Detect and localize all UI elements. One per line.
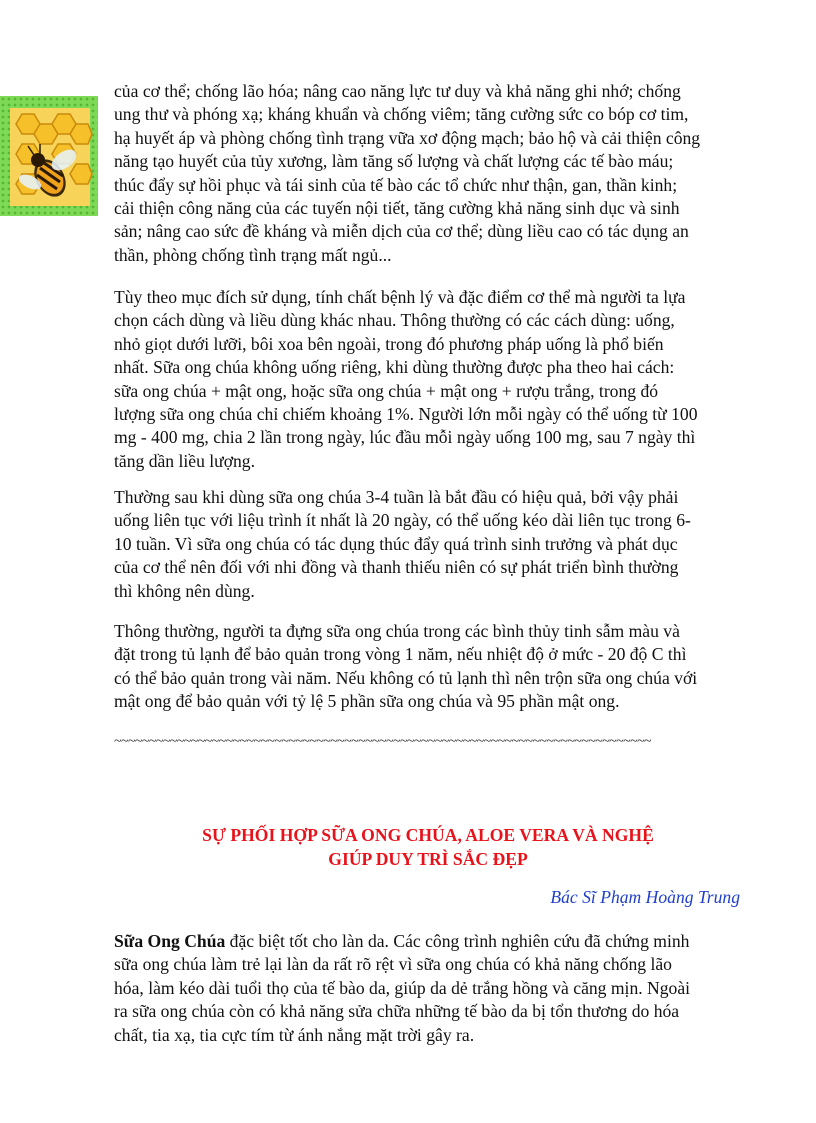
- text-line: sản; nâng cao sức đề kháng và miễn dịch của cơ thể; dùng liều cao có tác dụng an: [114, 221, 689, 242]
- text-line: nhỏ giọt dưới lưỡi, bôi xoa bên ngoài, trong đó phương pháp uống là phổ biến: [114, 333, 664, 354]
- text-line: Thông thường, người ta đựng sữa ong chúa trong các bình thủy tinh sẫm màu và: [114, 621, 680, 641]
- text-line: của cơ thể nên đối với nhi đồng và thanh thiếu niên có sự phát triển bình thường: [114, 557, 679, 578]
- text-line: cải thiện công năng của các tuyến nội tiết, tăng cường khả năng sinh dục và sinh: [114, 198, 680, 219]
- text-line: chọn cách dùng và liều dùng khác nhau. Thông thường có các cách dùng: uống,: [114, 310, 675, 331]
- text-line: 10 tuần. Vì sữa ong chúa có tác dụng thúc đẩy quá trình sinh trưởng và phát dục: [114, 533, 678, 554]
- text-line: năng tạo huyết của tủy xương, làm tăng số lượng và chất lượng các tế bào máu;: [114, 151, 674, 172]
- tilde-divider: ~~~~~~~~~~~~~~~~~~~~~~~~~~~~~~~~~~~~~~~~~~~~~~~~~~~~~~~~~~~~~~~~~~~~~~~~~~~~~: [114, 734, 652, 749]
- text-line: hạ huyết áp và phòng chống tình trạng vữa xơ động mạch; bảo hộ và cải thiện công: [114, 127, 701, 148]
- text-line: mg - 400 mg, chia 2 lần trong ngày, lúc đầu mỗi ngày uống 100 mg, sau 7 ngày thì: [114, 427, 696, 448]
- paragraph-skin-benefits: [114, 930, 742, 1047]
- text-line: đặt trong tủ lạnh để bảo quản trong vòng 1 năm, nếu nhiệt độ ở mức - 20 độ C thì: [114, 644, 687, 665]
- text-line: Thường sau khi dùng sữa ong chúa 3-4 tuần là bắt đầu có hiệu quả, bởi vậy phải: [114, 487, 679, 507]
- text-line: sữa ong chúa + mật ong, hoặc sữa ong chúa + mật ong + rượu trắng, trong đó: [114, 380, 659, 401]
- paragraph-storage: [114, 620, 742, 714]
- text-line: ung thư và phóng xạ; kháng khuẩn và chống viêm; tăng cường sức co bóp cơ tim,: [114, 104, 689, 125]
- section-title-line-1: SỰ PHỐI HỢP SỮA ONG CHÚA, ALOE VERA VÀ NGHỆ: [202, 825, 654, 845]
- paragraph-usage: [114, 286, 742, 473]
- honeycomb-bee-icon: [0, 96, 98, 216]
- paragraph-duration: [114, 486, 742, 603]
- paragraph-benefits: [114, 80, 742, 267]
- text-line: hóa, làm kéo dài tuổi thọ của tế bào da, giúp da dẻ trắng hồng và căng mịn. Ngoài: [114, 977, 691, 998]
- text-line: tăng dần liều lượng.: [114, 450, 255, 471]
- author-byline: Bác Sĩ Phạm Hoàng Trung: [550, 887, 740, 907]
- text-line: của cơ thể; chống lão hóa; nâng cao năng lực tư duy và khả năng ghi nhớ; chống: [114, 81, 681, 101]
- text-line: uống liên tục với liệu trình ít nhất là 20 ngày, có thể uống kéo dài liên tục trong 6-: [114, 510, 691, 531]
- lead-term: Sữa Ong Chúa: [114, 931, 226, 951]
- text-line: thì không nên dùng.: [114, 580, 255, 601]
- text-line: nhất. Sữa ong chúa không uống riêng, khi dùng thường được pha theo hai cách:: [114, 357, 675, 378]
- text-line: thúc đẩy sự hồi phục và tái sinh của tế bào các tổ chức như thận, gan, thần kinh;: [114, 174, 678, 195]
- text-line: Tùy theo mục đích sử dụng, tính chất bệnh lý và đặc điểm cơ thể mà người ta lựa: [114, 287, 686, 307]
- text-line: thần, phòng chống tình trạng mất ngủ...: [114, 244, 392, 265]
- text-line: có thể bảo quản trong vài năm. Nếu không có tủ lạnh thì nên trộn sữa ong chúa với: [114, 667, 698, 688]
- text-line: lượng sữa ong chúa chỉ chiếm khoảng 1%. Người lớn mỗi ngày có thể uống từ 100: [114, 404, 698, 425]
- text-fragment: đặc biệt tốt cho làn da. Các công trình nghiên cứu đã chứng minh: [225, 931, 690, 951]
- section-title-line-2: GIÚP DUY TRÌ SẮC ĐẸP: [328, 849, 528, 869]
- text-line: ra sữa ong chúa còn có khả năng sửa chữa những tế bào da bị tổn thương do hóa: [114, 1001, 680, 1022]
- text-line: sữa ong chúa làm trẻ lại làn da rất rõ rệt vì sữa ong chúa có khả năng chống lão: [114, 954, 672, 975]
- text-line: chất, tia xạ, tia cực tím từ ánh nắng mặt trời gây ra.: [114, 1024, 475, 1045]
- text-line: [114, 930, 742, 953]
- text-line: mật ong để bảo quản với tỷ lệ 5 phần sữa ong chúa và 95 phần mật ong.: [114, 691, 620, 712]
